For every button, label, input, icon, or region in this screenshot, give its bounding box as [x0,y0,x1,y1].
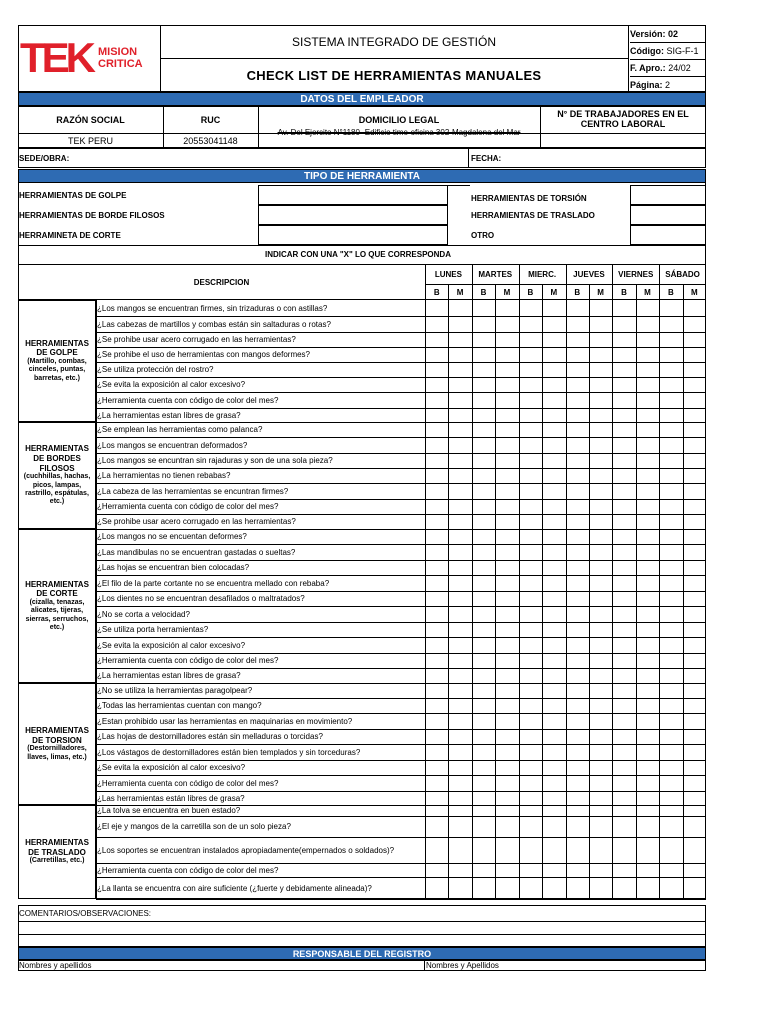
ruc-value: 20553041148 [183,135,238,146]
logo [20,30,160,86]
question-text: ¿Los mangos se encuntran sin rajaduras y son de una sola pieza? [97,456,333,465]
question-text: ¿Herramienta cuenta con código de color del mes? [97,502,279,511]
question-text: ¿El filo de la parte cortante no se encuentra mellado con rebaba? [97,578,330,588]
group-sub: (cizalla, tenazas, alicates, tijeras, sierras, serruchos, etc.) [25,598,89,631]
box-otro[interactable] [630,225,706,245]
shift-b: B [574,287,581,297]
group-sub: (Destornilladores, llaves, limas, etc.) [27,745,87,761]
question-text: ¿Los soportes se encuentran instalados apropiadamente(empernados o soldados)? [97,845,395,855]
group-name: HERRAMIENTAS DE CORTE [25,579,89,599]
system-title: SISTEMA INTEGRADO DE GESTIÓN [291,34,497,49]
code-row: Código: SIG-F-1 [630,43,706,60]
type-otro: OTRO [471,230,495,240]
question-text: ¿El eje y mangos de la carretilla son de un solo pieza? [97,822,291,831]
question-text: ¿Se utiliza protección del rostro? [97,365,214,374]
shift-m: M [456,287,464,297]
comments-field[interactable] [19,922,705,946]
box-borde[interactable] [258,205,448,225]
comments-label: COMENTARIOS/OBSERVACIONES: [19,908,152,918]
question-text: ¿Los mangos no se encuentan deformes? [97,532,247,541]
question-text: ¿Herramienta cuenta con código de color del mes? [97,778,279,788]
type-traslado: HERRAMIENTAS DE TRASLADO [471,210,595,220]
question-text: ¿La herramientas no tienen rebabas? [97,471,231,480]
question-text: ¿Herramienta cuenta con código de color del mes? [97,395,279,405]
sede-label: SEDE/OBRA: [19,153,70,163]
type-corte: HERRAMINETA DE CORTE [19,230,121,240]
question-text: ¿Estan prohibido usar las herramientas en maquinarias en movimiento? [97,716,353,726]
col-domicilio: DOMICILIO LEGAL [358,114,440,125]
question-text: ¿La herramientas estan libres de grasa? [97,671,241,680]
shift-b: B [480,287,487,297]
shift-b: B [527,287,534,297]
question-text: ¿Se evita la exposición al calor excesivo? [97,640,246,650]
box-corte[interactable] [258,225,448,245]
type-borde: HERRAMIENTAS DE BORDE FILOSOS [19,210,165,220]
shift-b: B [433,287,440,297]
logo-sub-2: CRITICA [98,58,143,70]
question-text: ¿Se prohibe usar acero corrugado en las herramientas? [97,335,296,344]
razon-value: TEK PERU [67,135,113,146]
question-text: ¿Herramienta cuenta con código de color del mes? [97,865,279,875]
shift-b: B [621,287,627,297]
group-sub: (Carretillas, etc.) [29,857,85,865]
domicilio-value: Av. Del Ejercito N°1180- Edificio time-oficina 302-Magdalena del Mar [277,128,521,137]
type-torsion: HERRAMIENTAS DE TORSIÓN [471,193,587,203]
shift-m: M [690,287,698,297]
question-text: ¿La llanta se encuentra con aire suficiente (¿fuerte y debidamente alineada)? [97,883,372,893]
page-row: Página: 2 [630,80,671,90]
question-text: ¿Herramienta cuenta con código de color del mes? [97,656,279,665]
desc-header: DESCRIPCION [193,277,250,287]
question-text: ¿Se utiliza porta herramientas? [97,625,209,634]
shift-b: B [667,287,674,297]
question-text: ¿Las hojas se encuentran bien colocadas? [97,563,250,572]
question-text: ¿Las herramientas están libres de grasa? [97,793,245,803]
fecha-label: FECHA: [471,153,502,163]
employer-section-title: DATOS DEL EMPLEADOR [18,92,706,106]
doc-title: CHECK LIST DE HERRAMIENTAS MANUALES [246,67,542,83]
day-header: SÁBADO [665,269,700,279]
logo-text: TEK [20,34,92,81]
name-left[interactable]: Nombres y apellidos [19,961,92,970]
tool-type-section-title: TIPO DE HERRAMIENTA [18,169,706,183]
responsible-title: RESPONSABLE DEL REGISTRO [18,947,706,960]
box-golpe[interactable] [258,185,448,205]
question-text: ¿Los vástagos de destornilladores están bien templados y sin torceduras? [97,747,361,757]
shift-m: M [503,287,511,297]
question-text: ¿Se evita la exposición al calor excesivo? [97,380,246,389]
box-traslado[interactable] [630,205,706,225]
question-text: ¿Se evita la exposición al calor excesivo? [97,763,246,772]
day-header: MIERC. [528,269,557,279]
col-ruc: RUC [200,114,221,125]
shift-m: M [550,287,558,297]
group-name: HERRAMIENTAS DE GOLPE [25,338,89,358]
day-header: LUNES [434,269,462,279]
question-text: ¿Los dientes no se encuentran desafilados o maltratados? [97,594,305,603]
question-text: ¿Las mandibulas no se encuentran gastadas o sueltas? [97,547,296,557]
group-name: HERRAMIENTAS DE BORDES FILOSOS [25,444,89,473]
question-text: ¿Las cabezas de martillos y combas están sin saltaduras o rotas? [97,319,331,329]
group-name: HERRAMIENTAS DE TORSION [25,726,89,745]
group-sub: (cuchhillas, hachas, picos, lampas, rastrillo, espátulas, etc.) [23,473,91,506]
box-torsion[interactable] [630,185,706,205]
question-text: ¿Las hojas de destornilladores están sin melladuras o torcidas? [97,732,323,741]
col-razon: RAZÓN SOCIAL [56,114,125,125]
question-text: ¿Se emplean las herramientas como palanca? [97,425,263,434]
shift-m: M [644,287,651,297]
day-header: JUEVES [573,269,605,279]
question-text: ¿Los mangos se encuentran deformados? [97,440,248,450]
question-text: ¿Se prohibe usar acero corrugado en las herramientas? [97,517,296,526]
question-text: ¿Todas las herramientas cuentan con mango? [97,701,262,710]
shift-m: M [597,287,604,297]
group-sub: (Martillo, combas, cinceles, puntas, barretas, etc.) [27,358,87,382]
day-header: VIERNES [618,269,654,279]
name-right[interactable]: Nombres y Apellidos [426,961,499,970]
instruction: INDICAR CON UNA "X" LO QUE CORRESPONDA [265,250,451,259]
question-text: ¿La cabeza de las herramientas se encuntran firmes? [97,486,289,496]
col-trabajadores: N° DE TRABAJADORES EN EL CENTRO LABORAL [557,108,689,129]
question-text: ¿Se prohibe el uso de herramientas con mangos deformes? [97,350,311,359]
day-header: MARTES [478,269,513,279]
group-name: HERRAMIENTAS DE TRASLADO [25,838,89,857]
question-text: ¿La tolva se encuentra en buen estado? [97,806,241,815]
question-text: ¿Los mangos se encuentran firmes, sin trizaduras o con astillas? [97,303,328,313]
version-row: Versión: 02 [630,26,706,43]
type-golpe: HERRAMIENTAS DE GOLPE [19,190,127,200]
approval-row: F. Apro.: 24/02 [630,60,706,77]
logo-sub-1: MISION [98,45,138,58]
question-text: ¿No se utiliza la herramientas paragolpear? [97,686,253,695]
question-text: ¿La herramientas estan libres de grasa? [97,410,241,420]
question-text: ¿No se corta a velocidad? [97,609,190,619]
